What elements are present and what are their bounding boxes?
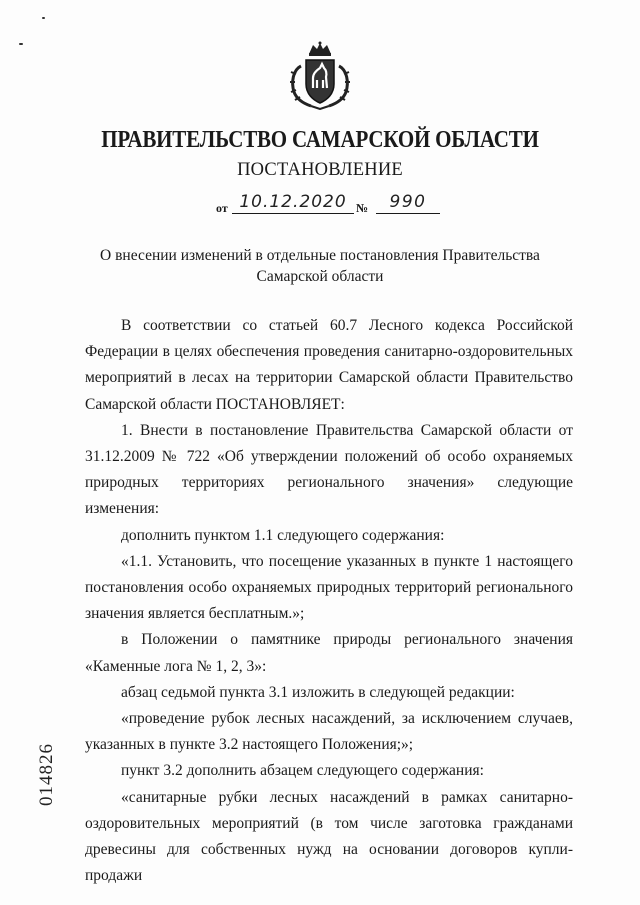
document-type: ПОСТАНОВЛЕНИЕ [237, 160, 403, 180]
body-paragraph: дополнить пунктом 1.1 следующего содержания: [121, 526, 445, 544]
body-paragraph: В соответствии со статьей 60.7 Лесного кодекса Российской Федерации в целях обеспечения проведения санитарно-оздоровительных мероприятий в лесах на территории Самарской области Правительство Самарской области ПОСТАНОВЛЯЕТ: [85, 317, 573, 413]
body-paragraph: 1. Внести в постановление Правительства Самарской области от 31.12.2009 № 722 «Об утверждении положений об особо охраняемых природных территориях регионального значения» следующие изменения: [85, 421, 573, 518]
body-paragraph: «проведение рубок лесных насаждений, за исключением случаев, указанных в пункте 3.2 настоящего Положения;»; [85, 710, 573, 754]
number-label: № [356, 201, 369, 215]
side-serial-number: 014826 [36, 743, 57, 806]
body-paragraph: в Положении о памятнике природы регионального значения «Каменные лога № 1, 2, 3»: [85, 631, 573, 675]
body-paragraph: пункт 3.2 дополнить абзацем следующего содержания: [121, 762, 484, 780]
date-label: от [216, 201, 228, 215]
samara-coat-of-arms-icon [289, 40, 351, 110]
scan-speck [19, 43, 23, 45]
body-paragraph: «1.1. Установить, что посещение указанных в пункте 1 настоящего постановления особо охраняемых природных территорий регионального значения является бесплатным.»; [85, 552, 573, 623]
document-subject: О внесении изменений в отдельные постановления Правительства Самарской области [100, 247, 540, 285]
document-number: 990 [376, 192, 440, 214]
document-date: 10.12.2020 [232, 192, 354, 214]
date-number-line [216, 192, 436, 218]
scan-speck [42, 17, 45, 19]
government-title: ПРАВИТЕЛЬСТВО САМАРСКОЙ ОБЛАСТИ [101, 125, 539, 153]
body-paragraph: «санитарные рубки лесных насаждений в рамках санитарно-оздоровительных мероприятий (в том числе заготовка гражданами древесины для собственных нужд на основании договоров купли-продажи [85, 788, 573, 885]
body-paragraph: абзац седьмой пункта 3.1 изложить в следующей редакции: [121, 683, 515, 701]
document-body [85, 313, 573, 889]
